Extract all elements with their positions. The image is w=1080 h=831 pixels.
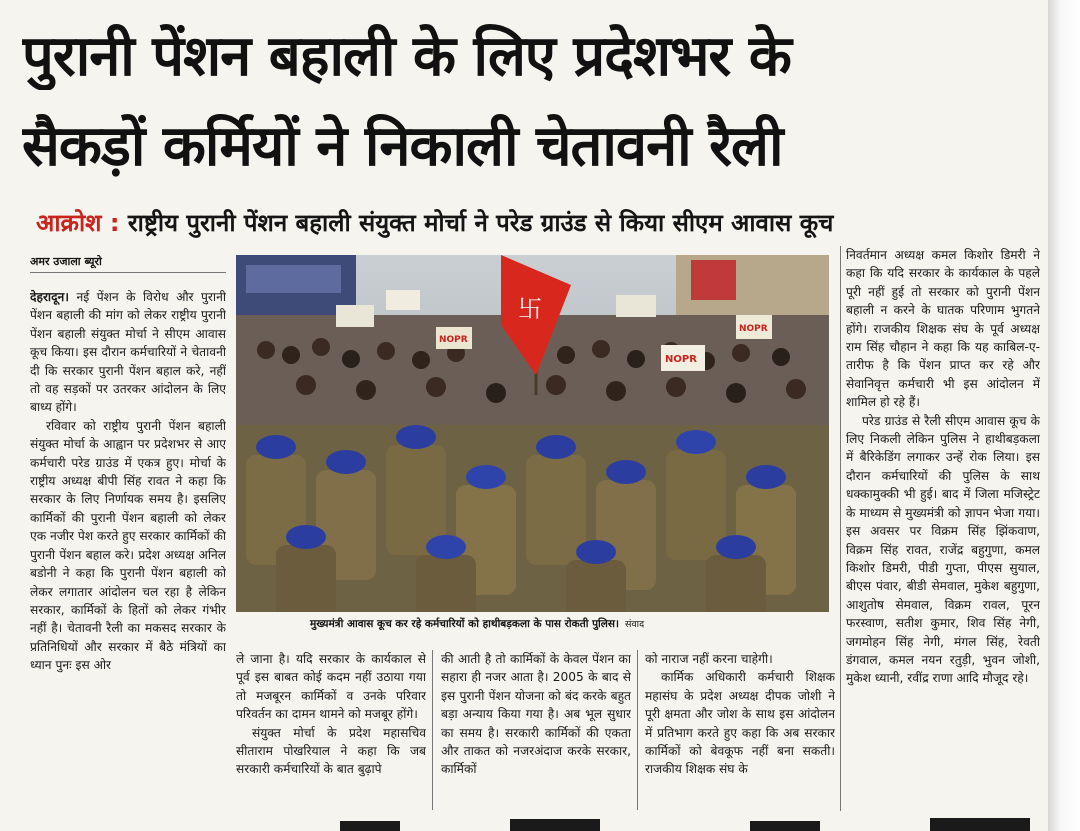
placard-text: NOPR (665, 354, 697, 365)
article-column-3 (441, 650, 631, 815)
caption-text: मुख्यमंत्री आवास कूच कर रहे कर्मचारियों को हाथीबड़कला के पास रोकती पुलिस। (310, 618, 619, 630)
article-paragraph (30, 288, 226, 417)
protest-photo-illustration (236, 255, 829, 612)
article-column-1 (30, 288, 226, 813)
column-rule (637, 650, 638, 810)
photo-caption (310, 617, 810, 631)
placard-text: NOPR (439, 335, 468, 345)
news-photo (236, 255, 829, 612)
subheadline-text: राष्ट्रीय पुरानी पेंशन बहाली संयुक्त मोर्चा ने परेड ग्राउंड से किया सीएम आवास कूच (127, 209, 834, 237)
subheadline-kicker: आक्रोश : (36, 209, 120, 237)
headline-line-2: सैकड़ों कर्मियों ने निकाली चेतावनी रैली (22, 114, 783, 179)
article-column-2 (236, 650, 426, 815)
article-paragraph: को नाराज नहीं करना चाहेगी। (645, 652, 773, 666)
dateline: देहरादून। (30, 290, 69, 304)
subheadline (36, 205, 1036, 241)
column-rule (432, 650, 433, 810)
article-paragraph: रविवार को राष्ट्रीय पुरानी पेंशन बहाली संयुक्त मोर्चा के आह्वान पर प्रदेशभर से आए कर्मचारी परेड ग्राउंड में एकत्र हुए। मोर्चा के राष्ट्रीय अध्यक्ष बीपी सिंह रावत ने कहा कि सरकार के लिए निर्णायक समय है। इसलिए कार्मिकों की पुरानी पेंशन बहाली को लेकर एक नजीर पेश करते हुए सरकार कार्मिकों की पुरानी पेंशन बहाल करे। प्रदेश अध्यक्ष अनिल बडोनी ने कहा कि पुरानी पेंशन बहाली को लेकर लगातार आंदोलन चल रहा है लेकिन सरकार, कार्मिकों के हितों को लेकर गंभीर नहीं है। चेतावनी रैली का मकसद सरकार के प्रतिनिधियों और सरकार में बैठे मंत्रियों का ध्यान पुनः इस ओर (30, 418, 226, 673)
headline-line-1: पुरानी पेंशन बहाली के लिए प्रदेशभर के (22, 24, 791, 89)
placard-text: NOPR (739, 324, 768, 334)
article-column-4 (645, 650, 835, 815)
article-paragraph: संयुक्त मोर्चा के प्रदेश महासचिव सीताराम पोखरियाल ने कहा कि जब सरकारी कर्मचारियों के बात बुढ़ापे (236, 725, 426, 777)
next-headline-cutoff (330, 815, 1050, 831)
caption-credit: संवाद (624, 619, 645, 630)
page-edge (1048, 0, 1080, 831)
article-paragraph: परेड ग्राउंड से रैली सीएम आवास कूच के लिए निकली लेकिन पुलिस ने हाथीबड़कला में बैरिकेडिंग लगाकर उन्हें रोक लिया। इस दौरान कर्मचारियों की पुलिस के साथ धक्कामुक्की भी हुई। बाद में जिला मजिस्ट्रेट के माध्यम से मुख्यमंत्री को ज्ञापन भेजा गया। इस अवसर पर विक्रम सिंह झिंकवाण, विक्रम सिंह रावत, राजेंद्र बहुगुणा, कमल किशोर डिमरी, पीडी गुप्ता, पीएस सुयाल, बीएस पंवार, बीडी सेमवाल, मुकेश बहुगुणा, आशुतोष सेमवाल, विक्रम रावल, पूरन फरस्वाण, सतीश कुमार, शिव सिंह नेगी, जगमोहन सिंह नेगी, मंगल सिंह, रेवती डंगवाल, कमल नयन रतुड़ी, भुवन जोशी, मुकेश ध्यानी, रवींद्र राणा आदि मौजूद रहे। (846, 413, 1040, 686)
article-paragraph: की आती है तो कार्मिकों के केवल पेंशन का सहारा ही नजर आता है। 2005 के बाद से इस पुरानी पेंशन योजना को बंद करके बहुत बड़ा अन्याय किया गया है। अब भूल सुधार का समय है। सरकारी कार्मिकों की एकता और ताकत को नजरअंदाज करके सरकार, कार्मिकों (441, 652, 631, 777)
byline: अमर उजाला ब्यूरो (30, 255, 102, 268)
article-paragraph: निवर्तमान अध्यक्ष कमल किशोर डिमरी ने कहा कि यदि सरकार के कार्यकाल के पहले पूरी नहीं हुई तो सरकार को पुरानी पेंशन बहाली न करने के घातक परिणाम भुगतने होंगे। राजकीय शिक्षक संघ के पूर्व अध्यक्ष राम सिंह चौहान ने कहा कि यह काबिल-ए-तारीफ है कि पेंशन प्राप्त कर रहे और सेवानिवृत्त कर्मचारी भी इस आंदोलन में शामिल हो रहे हैं। (846, 248, 1040, 410)
byline-rule (30, 272, 226, 273)
article-paragraph: ले जाना है। यदि सरकार के कार्यकाल से पूर्व इस बाबत कोई कदम नहीं उठाया गया तो मजबूरन कार्मिकों व उनके परिवार परिवर्तन का दामन थामने को मजबूर होंगे। (236, 652, 426, 722)
article-paragraph: कार्मिक अधिकारी कर्मचारी शिक्षक महासंघ के प्रदेश अध्यक्ष दीपक जोशी ने पूरी क्षमता और जोश के साथ इस आंदोलन में प्रतिभाग करते हुए कहा कि अब सरकार कार्मिकों को बेवकूफ नहीं बना सकती। राजकीय शिक्षक संघ के (645, 670, 835, 777)
flag-symbol: 卐 (518, 295, 542, 323)
column-rule (840, 246, 841, 811)
paragraph-text: नई पेंशन के विरोध और पुरानी पेंशन बहाली की मांग को लेकर राष्ट्रीय पुरानी पेंशन बहाली संयुक्त मोर्चा ने सीएम आवास कूच किया। इस दौरान कर्मचारियों ने चेतावनी दी कि सरकार पुरानी पेंशन बहाल करे, नहीं तो वह सड़कों पर उतरकर आंदोलन के लिए बाध्य होंगे। (30, 290, 226, 415)
article-column-5 (846, 246, 1040, 814)
